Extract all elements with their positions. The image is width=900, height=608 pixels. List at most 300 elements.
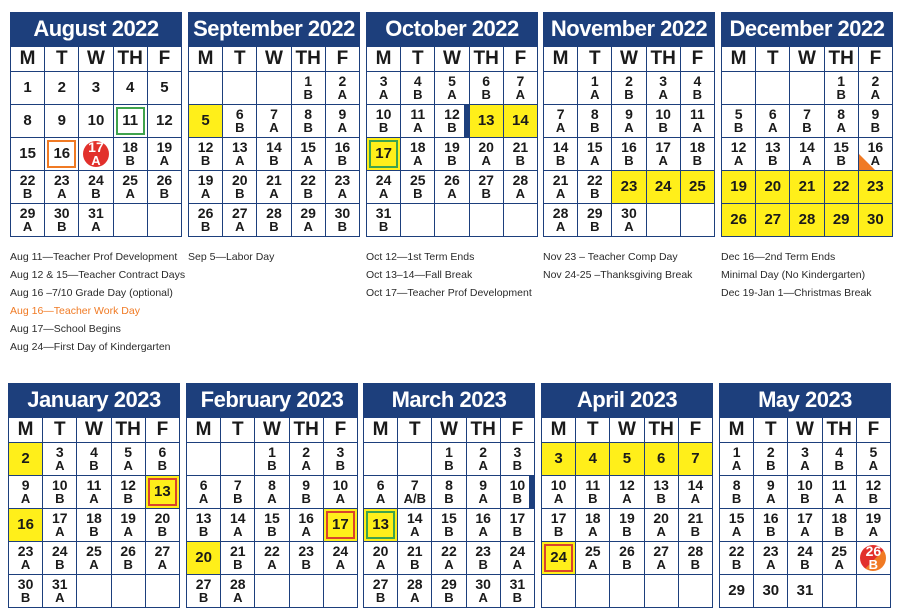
note-line: Aug 24—First Day of Kindergarten (10, 341, 171, 353)
weekday-header: W (255, 418, 289, 443)
day-number: 21 (512, 139, 529, 155)
day-number: 6 (158, 444, 167, 460)
day-rotation-letter: B (656, 491, 666, 506)
day-rotation-letter: B (555, 153, 566, 168)
day-cell (43, 575, 77, 608)
calendar-notes (188, 248, 274, 266)
day-cell (544, 105, 578, 138)
day-cell (612, 204, 646, 237)
day-cell (858, 72, 892, 105)
day-cell (9, 542, 43, 575)
day-rotation-letter: B (768, 153, 778, 168)
day-cell (610, 476, 644, 509)
day-rotation-letter: A (235, 153, 245, 168)
day-rotation-letter: B (836, 87, 846, 102)
day-rotation-letter: B (378, 120, 389, 135)
empty-day-cell (323, 575, 357, 608)
day-cell (77, 509, 111, 542)
empty-day-cell (544, 72, 578, 105)
day-number: 16 (867, 139, 884, 155)
week-row (722, 204, 893, 237)
day-number: 27 (195, 576, 212, 592)
day-cell (858, 138, 892, 171)
day-rotation-letter: A (378, 87, 389, 102)
day-cell (722, 138, 756, 171)
day-rotation-letter: B (802, 120, 812, 135)
day-rotation-letter: A (800, 524, 810, 539)
day-rotation-letter: A (200, 186, 211, 201)
day-number: 5 (734, 106, 743, 122)
day-rotation-letter: A (55, 590, 65, 605)
day-rotation-letter: B (834, 458, 844, 473)
day-cell (367, 138, 401, 171)
day-number: 30 (867, 211, 884, 228)
weekday-header: T (45, 47, 79, 72)
day-cell (578, 204, 612, 237)
day-number: 16 (53, 145, 71, 162)
week-row (544, 171, 715, 204)
day-rotation-letter: B (55, 491, 65, 506)
day-rotation-letter: A (478, 491, 488, 506)
week-row (189, 72, 360, 105)
day-rotation-letter: B (512, 458, 523, 473)
weekday-header: TH (113, 47, 147, 72)
week-row (542, 443, 713, 476)
day-number: 11 (585, 477, 601, 493)
day-number: 11 (122, 112, 139, 129)
note-line: Oct 12—1st Term Ends (366, 251, 475, 263)
day-rotation-letter: A (335, 557, 346, 572)
day-cell (503, 171, 537, 204)
day-cell (223, 171, 257, 204)
day-number: 26 (865, 543, 882, 559)
day-cell (720, 476, 754, 509)
day-cell (364, 542, 398, 575)
day-rotation-letter: B (22, 186, 33, 201)
day-cell (858, 204, 892, 237)
week-row (720, 509, 891, 542)
day-cell (9, 476, 43, 509)
day-number: 27 (231, 205, 248, 221)
day-number: 15 (19, 145, 36, 162)
day-cell (435, 72, 469, 105)
day-cell (147, 171, 181, 204)
day-cell (398, 542, 432, 575)
day-rotation-letter: B (512, 524, 523, 539)
calendar-notes (10, 248, 185, 356)
week-row (722, 72, 893, 105)
day-number: 14 (266, 139, 282, 155)
day-rotation-letter: B (766, 524, 776, 539)
weekday-header: TH (466, 418, 500, 443)
day-number: 8 (268, 477, 276, 493)
day-rotation-letter: A (269, 186, 279, 201)
day-rotation-letter: A (512, 557, 523, 572)
note-line: Oct 17—Teacher Prof Development (366, 287, 532, 299)
day-number: 10 (332, 477, 349, 493)
day-rotation-letter: A (553, 491, 564, 506)
day-number: 11 (689, 106, 705, 122)
day-number: 20 (195, 549, 212, 566)
week-row (720, 443, 891, 476)
day-number: 3 (55, 444, 64, 460)
week-row (367, 72, 538, 105)
day-rotation-letter: A (834, 557, 844, 572)
day-cell (756, 138, 790, 171)
day-rotation-letter: B (868, 491, 879, 506)
day-cell (722, 105, 756, 138)
day-cell (189, 138, 223, 171)
day-number: 10 (797, 477, 813, 493)
day-cell (788, 575, 822, 608)
weekday-header: TH (824, 47, 858, 72)
day-number: 8 (837, 106, 846, 122)
day-cell (398, 476, 432, 509)
day-rotation-letter: B (444, 491, 454, 506)
weekday-header: T (398, 418, 432, 443)
day-cell (189, 105, 223, 138)
day-number: 7 (556, 106, 565, 122)
month-calendar (186, 383, 358, 608)
day-number: 1 (445, 444, 453, 460)
day-number: 17 (655, 139, 671, 155)
month-calendar (719, 383, 891, 608)
day-cell (77, 542, 111, 575)
month-title: May 2023 (719, 383, 891, 417)
month-grid (721, 46, 893, 237)
day-rotation-letter: B (622, 557, 632, 572)
month-calendar (8, 383, 180, 608)
day-rotation-letter: B (269, 153, 279, 168)
day-rotation-letter: B (303, 120, 313, 135)
day-cell (756, 105, 790, 138)
week-row (722, 138, 893, 171)
day-cell (500, 443, 534, 476)
day-cell (11, 138, 45, 171)
day-rotation-letter: B (20, 590, 31, 605)
day-rotation-letter: B (375, 590, 386, 605)
day-cell (578, 171, 612, 204)
day-number: 11 (831, 477, 847, 493)
month-grid (541, 417, 713, 608)
week-row (367, 204, 538, 237)
day-rotation-letter: B (658, 120, 668, 135)
empty-day-cell (435, 204, 469, 237)
empty-day-cell (289, 575, 323, 608)
day-cell (435, 138, 469, 171)
day-rotation-letter: B (444, 590, 454, 605)
day-cell (255, 542, 289, 575)
weekday-header: M (544, 47, 578, 72)
empty-day-cell (145, 575, 179, 608)
empty-day-cell (576, 575, 610, 608)
day-number: 13 (477, 112, 495, 129)
day-rotation-letter: B (89, 458, 99, 473)
day-cell (646, 171, 680, 204)
day-number: 3 (379, 73, 388, 89)
day-cell (325, 72, 359, 105)
day-cell (187, 575, 221, 608)
day-number: 3 (554, 450, 563, 467)
day-rotation-letter: A (692, 120, 703, 135)
day-number: 6 (656, 450, 666, 467)
day-cell (678, 443, 712, 476)
weekday-header: M (11, 47, 45, 72)
weekday-header: F (323, 418, 357, 443)
month-calendar (188, 12, 360, 237)
day-number: 12 (197, 139, 214, 155)
day-number: 17 (375, 145, 392, 162)
day-cell (466, 476, 500, 509)
day-rotation-letter: A (658, 87, 668, 102)
weekday-header: T (578, 47, 612, 72)
day-cell (364, 509, 398, 542)
day-rotation-letter: A (337, 120, 348, 135)
day-cell (542, 443, 576, 476)
day-rotation-letter: B (413, 186, 423, 201)
day-number: 1 (837, 73, 846, 89)
week-row (542, 542, 713, 575)
day-number: 20 (764, 178, 782, 195)
week-row (9, 443, 180, 476)
day-number: 25 (409, 172, 426, 188)
day-cell (678, 476, 712, 509)
week-row (542, 509, 713, 542)
weekday-header: W (435, 47, 469, 72)
day-number: 21 (552, 172, 569, 188)
day-cell (45, 105, 79, 138)
day-cell (289, 476, 323, 509)
day-cell (466, 509, 500, 542)
day-rotation-letter: A (303, 219, 313, 234)
day-rotation-letter: A (656, 524, 666, 539)
day-cell (576, 443, 610, 476)
day-cell (435, 171, 469, 204)
week-row (364, 443, 535, 476)
day-number: 29 (586, 205, 603, 221)
day-number: 3 (513, 444, 522, 460)
month-title: January 2023 (8, 383, 180, 417)
day-number: 19 (156, 139, 173, 155)
day-cell (367, 105, 401, 138)
day-cell (756, 204, 790, 237)
day-number: 7 (270, 106, 278, 122)
day-number: 6 (376, 477, 385, 493)
day-rotation-letter: A (868, 524, 879, 539)
day-cell (289, 542, 323, 575)
weekday-header: F (147, 47, 181, 72)
note-line: Nov 23 – Teacher Comp Day (543, 251, 678, 263)
day-cell (45, 72, 79, 105)
day-cell (187, 542, 221, 575)
day-number: 31 (375, 205, 392, 221)
day-cell (432, 509, 466, 542)
day-rotation-letter: A (555, 186, 566, 201)
day-cell (145, 443, 179, 476)
empty-day-cell (147, 204, 181, 237)
day-cell (291, 204, 325, 237)
day-cell (398, 509, 432, 542)
week-row (11, 171, 182, 204)
day-rotation-letter: B (303, 87, 313, 102)
day-cell (500, 542, 534, 575)
day-rotation-letter: A (478, 524, 488, 539)
empty-day-cell (401, 204, 435, 237)
weekday-header: TH (822, 418, 856, 443)
day-cell (503, 138, 537, 171)
day-cell (646, 72, 680, 105)
day-rotation-letter: A (413, 153, 423, 168)
weekday-header: M (187, 418, 221, 443)
day-number: 8 (23, 112, 32, 129)
day-rotation-letter: A (157, 557, 168, 572)
day-cell (79, 72, 113, 105)
month-title: August 2022 (10, 12, 182, 46)
day-number: 15 (586, 139, 603, 155)
day-number: 10 (550, 477, 567, 493)
day-cell (221, 542, 255, 575)
day-number: 31 (796, 582, 814, 599)
day-number: 11 (410, 106, 426, 122)
day-number: 14 (229, 510, 246, 526)
day-number: 16 (298, 510, 314, 526)
day-number: 27 (372, 576, 389, 592)
week-row (11, 204, 182, 237)
day-number: 28 (687, 543, 704, 559)
day-number: 19 (865, 510, 882, 526)
day-rotation-letter: B (800, 491, 810, 506)
day-number: 9 (625, 106, 633, 122)
empty-day-cell (255, 575, 289, 608)
week-row (367, 105, 538, 138)
day-number: 18 (831, 510, 847, 526)
day-number: 9 (871, 106, 880, 122)
week-row (544, 204, 715, 237)
weekday-header: F (858, 47, 892, 72)
day-rotation-letter: A (481, 153, 491, 168)
day-cell (432, 443, 466, 476)
week-row (367, 171, 538, 204)
day-cell (788, 509, 822, 542)
day-cell (469, 72, 503, 105)
day-rotation-letter: B (590, 219, 600, 234)
note-line: Sep 5—Labor Day (188, 251, 275, 263)
weekday-header: M (364, 418, 398, 443)
month-calendar (10, 12, 182, 237)
empty-day-cell (111, 575, 145, 608)
week-row (187, 542, 358, 575)
empty-day-cell (678, 575, 712, 608)
weekday-header: M (189, 47, 223, 72)
day-cell (824, 204, 858, 237)
empty-day-cell (542, 575, 576, 608)
day-cell (822, 476, 856, 509)
day-number: 30 (475, 576, 491, 592)
day-number: 24 (51, 543, 68, 559)
day-rotation-letter: B (157, 458, 168, 473)
day-rotation-letter: A (834, 491, 844, 506)
week-row (9, 575, 180, 608)
day-cell (9, 575, 43, 608)
day-rotation-letter: B (733, 120, 744, 135)
weekday-header: TH (469, 47, 503, 72)
day-number: 14 (406, 510, 423, 526)
day-cell (722, 204, 756, 237)
day-rotation-letter: A (303, 153, 313, 168)
day-cell (291, 138, 325, 171)
weekday-header: T (401, 47, 435, 72)
day-rotation-letter: B (235, 120, 245, 135)
day-number: 1 (304, 73, 313, 89)
note-line: Minimal Day (No Kindergarten) (721, 269, 866, 281)
day-number: 12 (120, 477, 136, 493)
day-cell (221, 476, 255, 509)
day-number: 6 (768, 106, 777, 122)
day-number: 19 (120, 510, 136, 526)
day-number: 14 (799, 139, 815, 155)
day-cell (788, 542, 822, 575)
day-cell (43, 542, 77, 575)
day-number: 15 (728, 510, 745, 526)
day-rotation-letter: B (512, 590, 523, 605)
month-calendar (543, 12, 715, 237)
day-cell (111, 476, 145, 509)
month-grid (186, 417, 358, 608)
day-cell (856, 509, 890, 542)
day-cell (720, 575, 754, 608)
day-number: 19 (197, 172, 214, 188)
day-number: 9 (302, 477, 311, 493)
day-number: 10 (509, 477, 526, 493)
day-number: 15 (441, 510, 457, 526)
day-rotation-letter: B (478, 557, 488, 572)
note-line: Dec 19-Jan 1—Christmas Break (721, 287, 872, 299)
day-cell (291, 171, 325, 204)
weekday-header: T (576, 418, 610, 443)
day-rotation-letter: B (200, 153, 211, 168)
day-number: 26 (444, 172, 460, 188)
day-cell (11, 105, 45, 138)
day-cell (790, 105, 824, 138)
day-rotation-letter: A (235, 219, 245, 234)
day-number: 24 (375, 172, 392, 188)
day-rotation-letter: A (588, 524, 598, 539)
day-number: 12 (730, 139, 747, 155)
day-rotation-letter: B (410, 557, 420, 572)
day-cell (77, 476, 111, 509)
day-cell (578, 105, 612, 138)
day-number: 9 (479, 477, 488, 493)
day-cell (544, 138, 578, 171)
weekday-header: TH (111, 418, 145, 443)
day-number: 4 (588, 450, 597, 467)
day-cell (754, 476, 788, 509)
day-number: 20 (154, 510, 171, 526)
day-cell (720, 542, 754, 575)
week-row (720, 476, 891, 509)
day-number: 10 (51, 477, 68, 493)
day-rotation-letter: A (198, 491, 209, 506)
day-cell (856, 542, 890, 575)
weekday-header: F (678, 418, 712, 443)
day-cell (646, 105, 680, 138)
day-cell (367, 204, 401, 237)
day-cell (612, 138, 646, 171)
day-number: 9 (57, 112, 66, 129)
day-rotation-letter: A (410, 524, 420, 539)
day-number: 4 (90, 444, 98, 460)
day-cell (432, 575, 466, 608)
